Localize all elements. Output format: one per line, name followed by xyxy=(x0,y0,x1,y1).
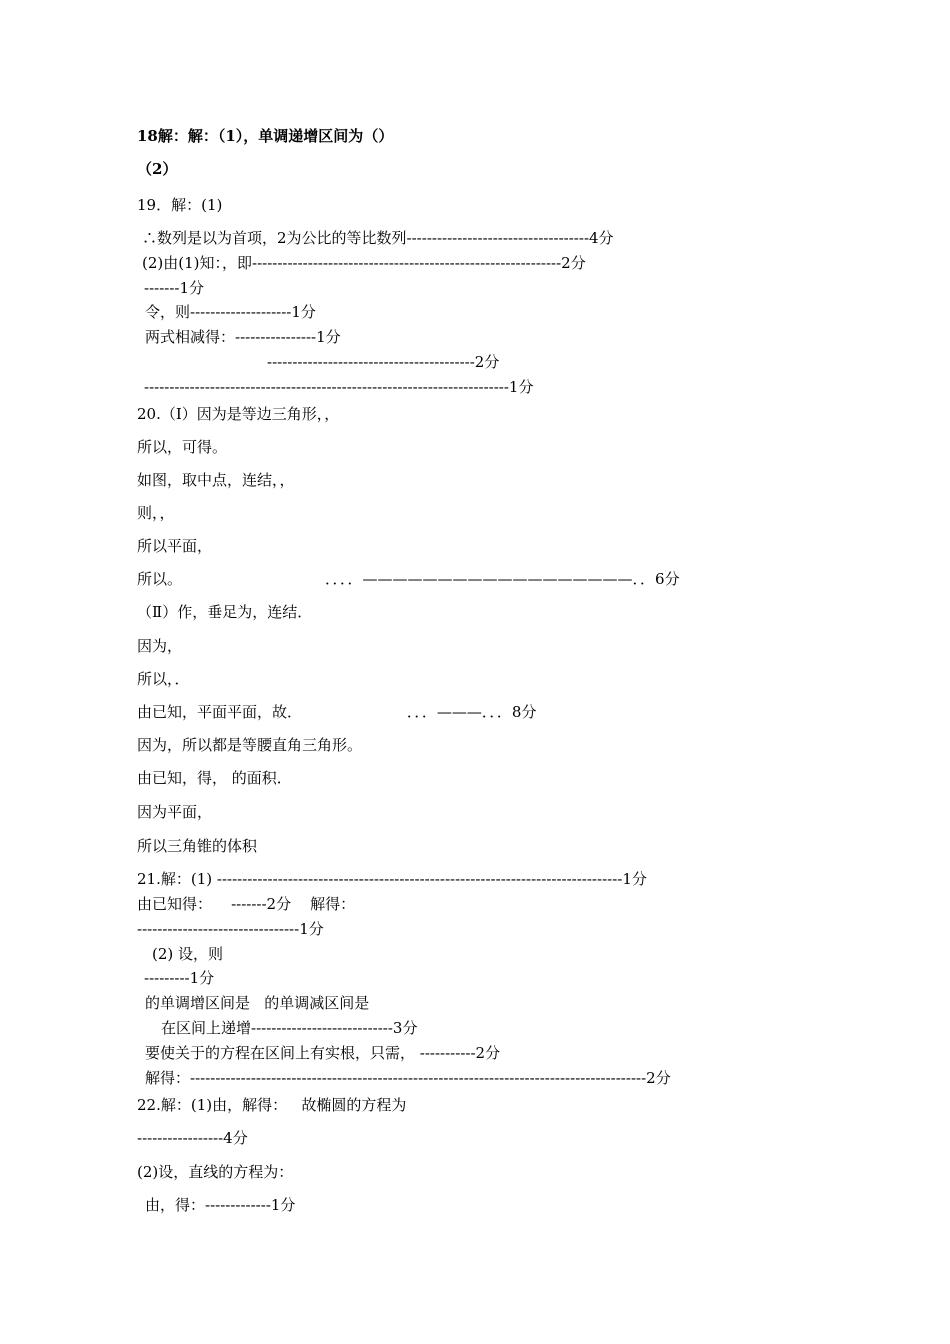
line-22-solution: 22.解：(1)由，解得： 故椭圆的方程为 xyxy=(137,1096,407,1114)
line-20-then: 则，， xyxy=(137,504,175,522)
line-21-solution: 21.解：(1) --------------------------------------------------------------------------------1分 xyxy=(137,870,647,888)
line-19-score-c: ------------------------------------------------------------------------1分 xyxy=(144,378,534,396)
line-20-volume: 所以三角锥的体积 xyxy=(137,837,258,855)
line-20-part1: 20.（Ⅰ）因为是等边三角形，， xyxy=(137,405,340,423)
line-22-score-b: 由，得：-------------1分 xyxy=(145,1196,296,1214)
line-19-score-a: -------1分 xyxy=(144,279,205,297)
line-20-so: 所以，可得。 xyxy=(137,438,228,456)
line-20-isosceles: 因为，所以都是等腰直角三角形。 xyxy=(137,736,363,754)
line-19-score-b: -----------------------------------------2分 xyxy=(267,353,500,371)
line-19-part2: (2)由(1)知：，即-------------------------------------------------------------2分 xyxy=(142,254,586,272)
line-20-plane: 所以平面， xyxy=(137,537,213,555)
line-19-sequence: ∴数列是以为首项，2为公比的等比数列------------------------------------4分 xyxy=(142,229,614,247)
line-20-therefore: 所以，． xyxy=(137,670,190,688)
line-19-solution: 19．解：(1) xyxy=(137,196,223,214)
line-21-equation: 要使关于的方程在区间上有实根，只需， -----------2分 xyxy=(145,1044,501,1062)
line-21-part2: (2) 设，则 xyxy=(152,945,224,963)
line-18-solution: 18解：解：（1），单调递增区间为（） xyxy=(137,127,394,145)
line-21-solve: 解得：------------------------------------------------------------------------------------------2分 xyxy=(145,1069,671,1087)
line-20-figure: 如图，取中点，连结，， xyxy=(137,471,295,489)
line-22-part2: (2)设，直线的方程为： xyxy=(137,1163,294,1181)
line-21-score-a: --------------------------------1分 xyxy=(137,920,324,938)
line-18-part2: （2） xyxy=(137,160,178,178)
line-20-area: 由已知，得， 的面积． xyxy=(137,769,292,787)
line-21-known: 由已知得： -------2分 解得： xyxy=(137,895,356,913)
line-22-score-a: -----------------4分 xyxy=(137,1129,248,1147)
line-20-score-6: 所以。 ．．．．——————————————————．．6分 xyxy=(137,570,680,588)
line-20-because: 因为， xyxy=(137,637,183,655)
line-20-score-8: 由已知，平面平面，故． ．．．———．．．8分 xyxy=(137,703,537,721)
line-19-let: 令，则--------------------1分 xyxy=(145,303,316,321)
line-21-monotonic: 的单调增区间是 的单调减区间是 xyxy=(145,994,370,1012)
line-20-plane2: 因为平面， xyxy=(137,803,213,821)
line-20-part2: （Ⅱ）作，垂足为，连结． xyxy=(137,603,313,621)
line-19-subtract: 两式相减得：----------------1分 xyxy=(145,328,341,346)
line-21-increasing: 在区间上递增----------------------------3分 xyxy=(161,1019,418,1037)
line-21-score-b: ---------1分 xyxy=(144,969,215,987)
